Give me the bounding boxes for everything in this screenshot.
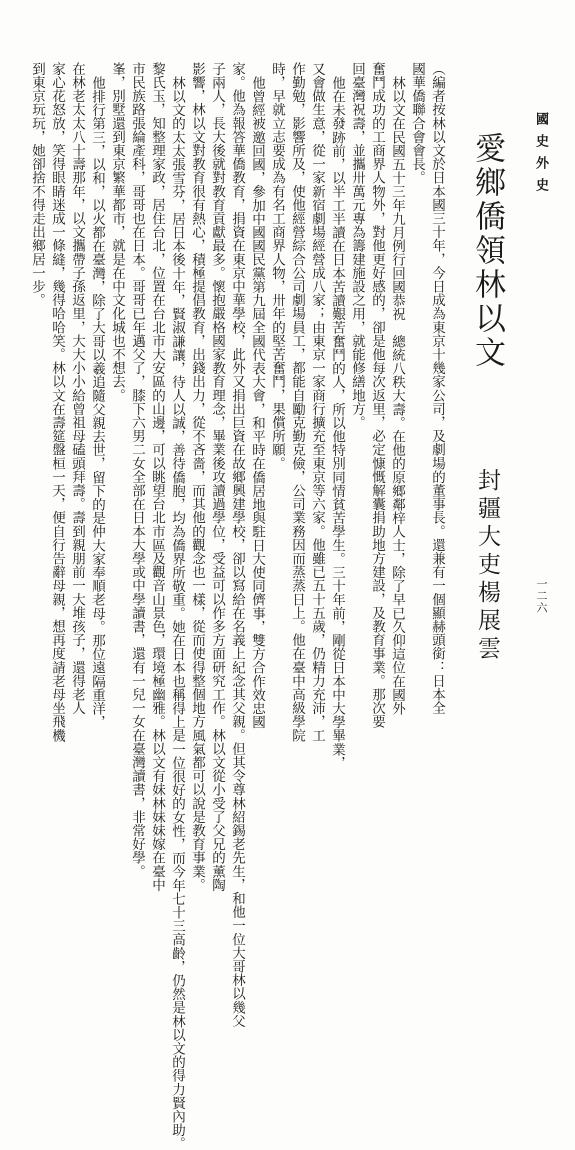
body-line: 國華僑聯合會會長。 — [409, 62, 425, 185]
page-number: 一二六 — [535, 578, 548, 614]
running-head: 國史外史 — [533, 112, 548, 200]
body-line: 他排行第三，以和，以火都在臺灣，除了大哥以羲追隨父親去世，留下的是仲大家奉順老母。那位遠隔重洋， — [89, 76, 105, 729]
article-author: 封疆大吏楊展雲 — [474, 468, 500, 664]
body-line: 又會做生意，從一家新宿劇場經營成八家；由東京一家商行擴充至東京等六家。他雖已五十五歲，仍精力充沛，工 — [309, 62, 325, 742]
body-line: 回臺灣祝壽，並攜卅萬元專為籌建施設之用，就能修繕地方。 — [349, 62, 365, 430]
body-line: 峯，別墅還到東京繁華都市，就是在中文化城也不想去。 — [109, 62, 125, 402]
body-line: 在林老太太八十壽那年，以文攜帶子孫返里，大大小小給曾祖母磕頭拜壽。壽到親朋前一大堆孩子，還得老人 — [69, 62, 85, 715]
body-line: 子兩人，長大後就對教育貢獻最多。懷抱嚴格國家教育理念，畢業後攻讀過學位，受益可以作多方面研究工作。林以文從小受了父兄的薰陶 — [209, 62, 225, 892]
body-text — [29, 62, 447, 1150]
body-line: 作勤勉，影響所及，使他經營綜合公司劇場員工，都能自勵克勤克儉，公司業務因而蒸蒸日上。他在臺中高級學院 — [289, 62, 305, 742]
body-line: 市民族路張綸產科，哥哥也在日本。哥哥已年邁父了，膝下六男二女全部在日本大學或中學讀書，還有一兒一女在臺灣讀書，非常好學。 — [129, 62, 145, 878]
body-line: 他在未發跡前，以半工半讀在日本苦讀艱苦奮鬥的人，所以他特別同情貧苦學生。三十年前，剛從日本中大學畢業， — [329, 76, 345, 770]
body-line: （編者按林以文於日本國三十年，今日成為東京十幾家公司，及劇場的董事長。還兼有一個顯赫頭銜：日本全 — [429, 62, 445, 715]
body-line: 黎氏玉，知整理家政，居住台北，位置在台北市大安區的山邊，可以眺望台北市區及觀音山景色，環境極幽雅。林以文有妹林妹妹嫁在臺中 — [149, 62, 165, 892]
body-line: 家。他為報答華僑教育，捐資在東京中華學校，此外又捐出巨資在故鄉興建學校，卻以寫給在名義上紀念其父親。但其令尊林紹錫老先生，和他一位大哥林以幾父 — [229, 62, 245, 1028]
body-line: 家心花怒放，笑得眼睛迷成一條縫，幾得哈哈笑。林以文在壽筵盤桓一天，便自行告辭母親，想再度請老母坐飛機 — [49, 62, 65, 742]
body-line: 奮鬥成功的工商界人物外，對他更好感的，卻是他每次返里，必定慷慨解囊捐助地方建設，及教育事業。那次要 — [369, 62, 385, 729]
body-line: 林以文在民國五十三年九月例行回國恭祝 總統八秩大壽。在他的原鄉鄰梓人士，除了早已久仰這位在國外 — [389, 76, 405, 716]
body-line: 林以文的太太張雪芬，居日本後十年，賢淑謙讓，待人以誠，善待僑胞，均為僑界所敬重。她在日本也稱得上是一位很好的女性，而今年七十三高齡，仍然是林以文的得力賢內助。 — [169, 76, 185, 1150]
article-title: 愛鄉僑領林以文 — [469, 132, 505, 370]
body-line: 他曾經被邀回國，參加中國國民黨第九屆全國代表大會，和平時在僑居地與駐日大使同儕事，雙方合作效忠國 — [249, 76, 265, 729]
body-line: 影響，林以文對教育很有熱心，積極提倡教育，出錢出力，從不吝嗇，而其他的觀念也一樣，從而使得整個地方風氣都可以說是教育事業。 — [189, 62, 205, 892]
body-line: 時，早就立志要成為有名工商界人物，卅年的堅苦奮鬥，果償所願。 — [269, 62, 285, 470]
body-line: 到東京玩玩，她卻捨不得走出鄉居一步。 — [29, 62, 45, 307]
